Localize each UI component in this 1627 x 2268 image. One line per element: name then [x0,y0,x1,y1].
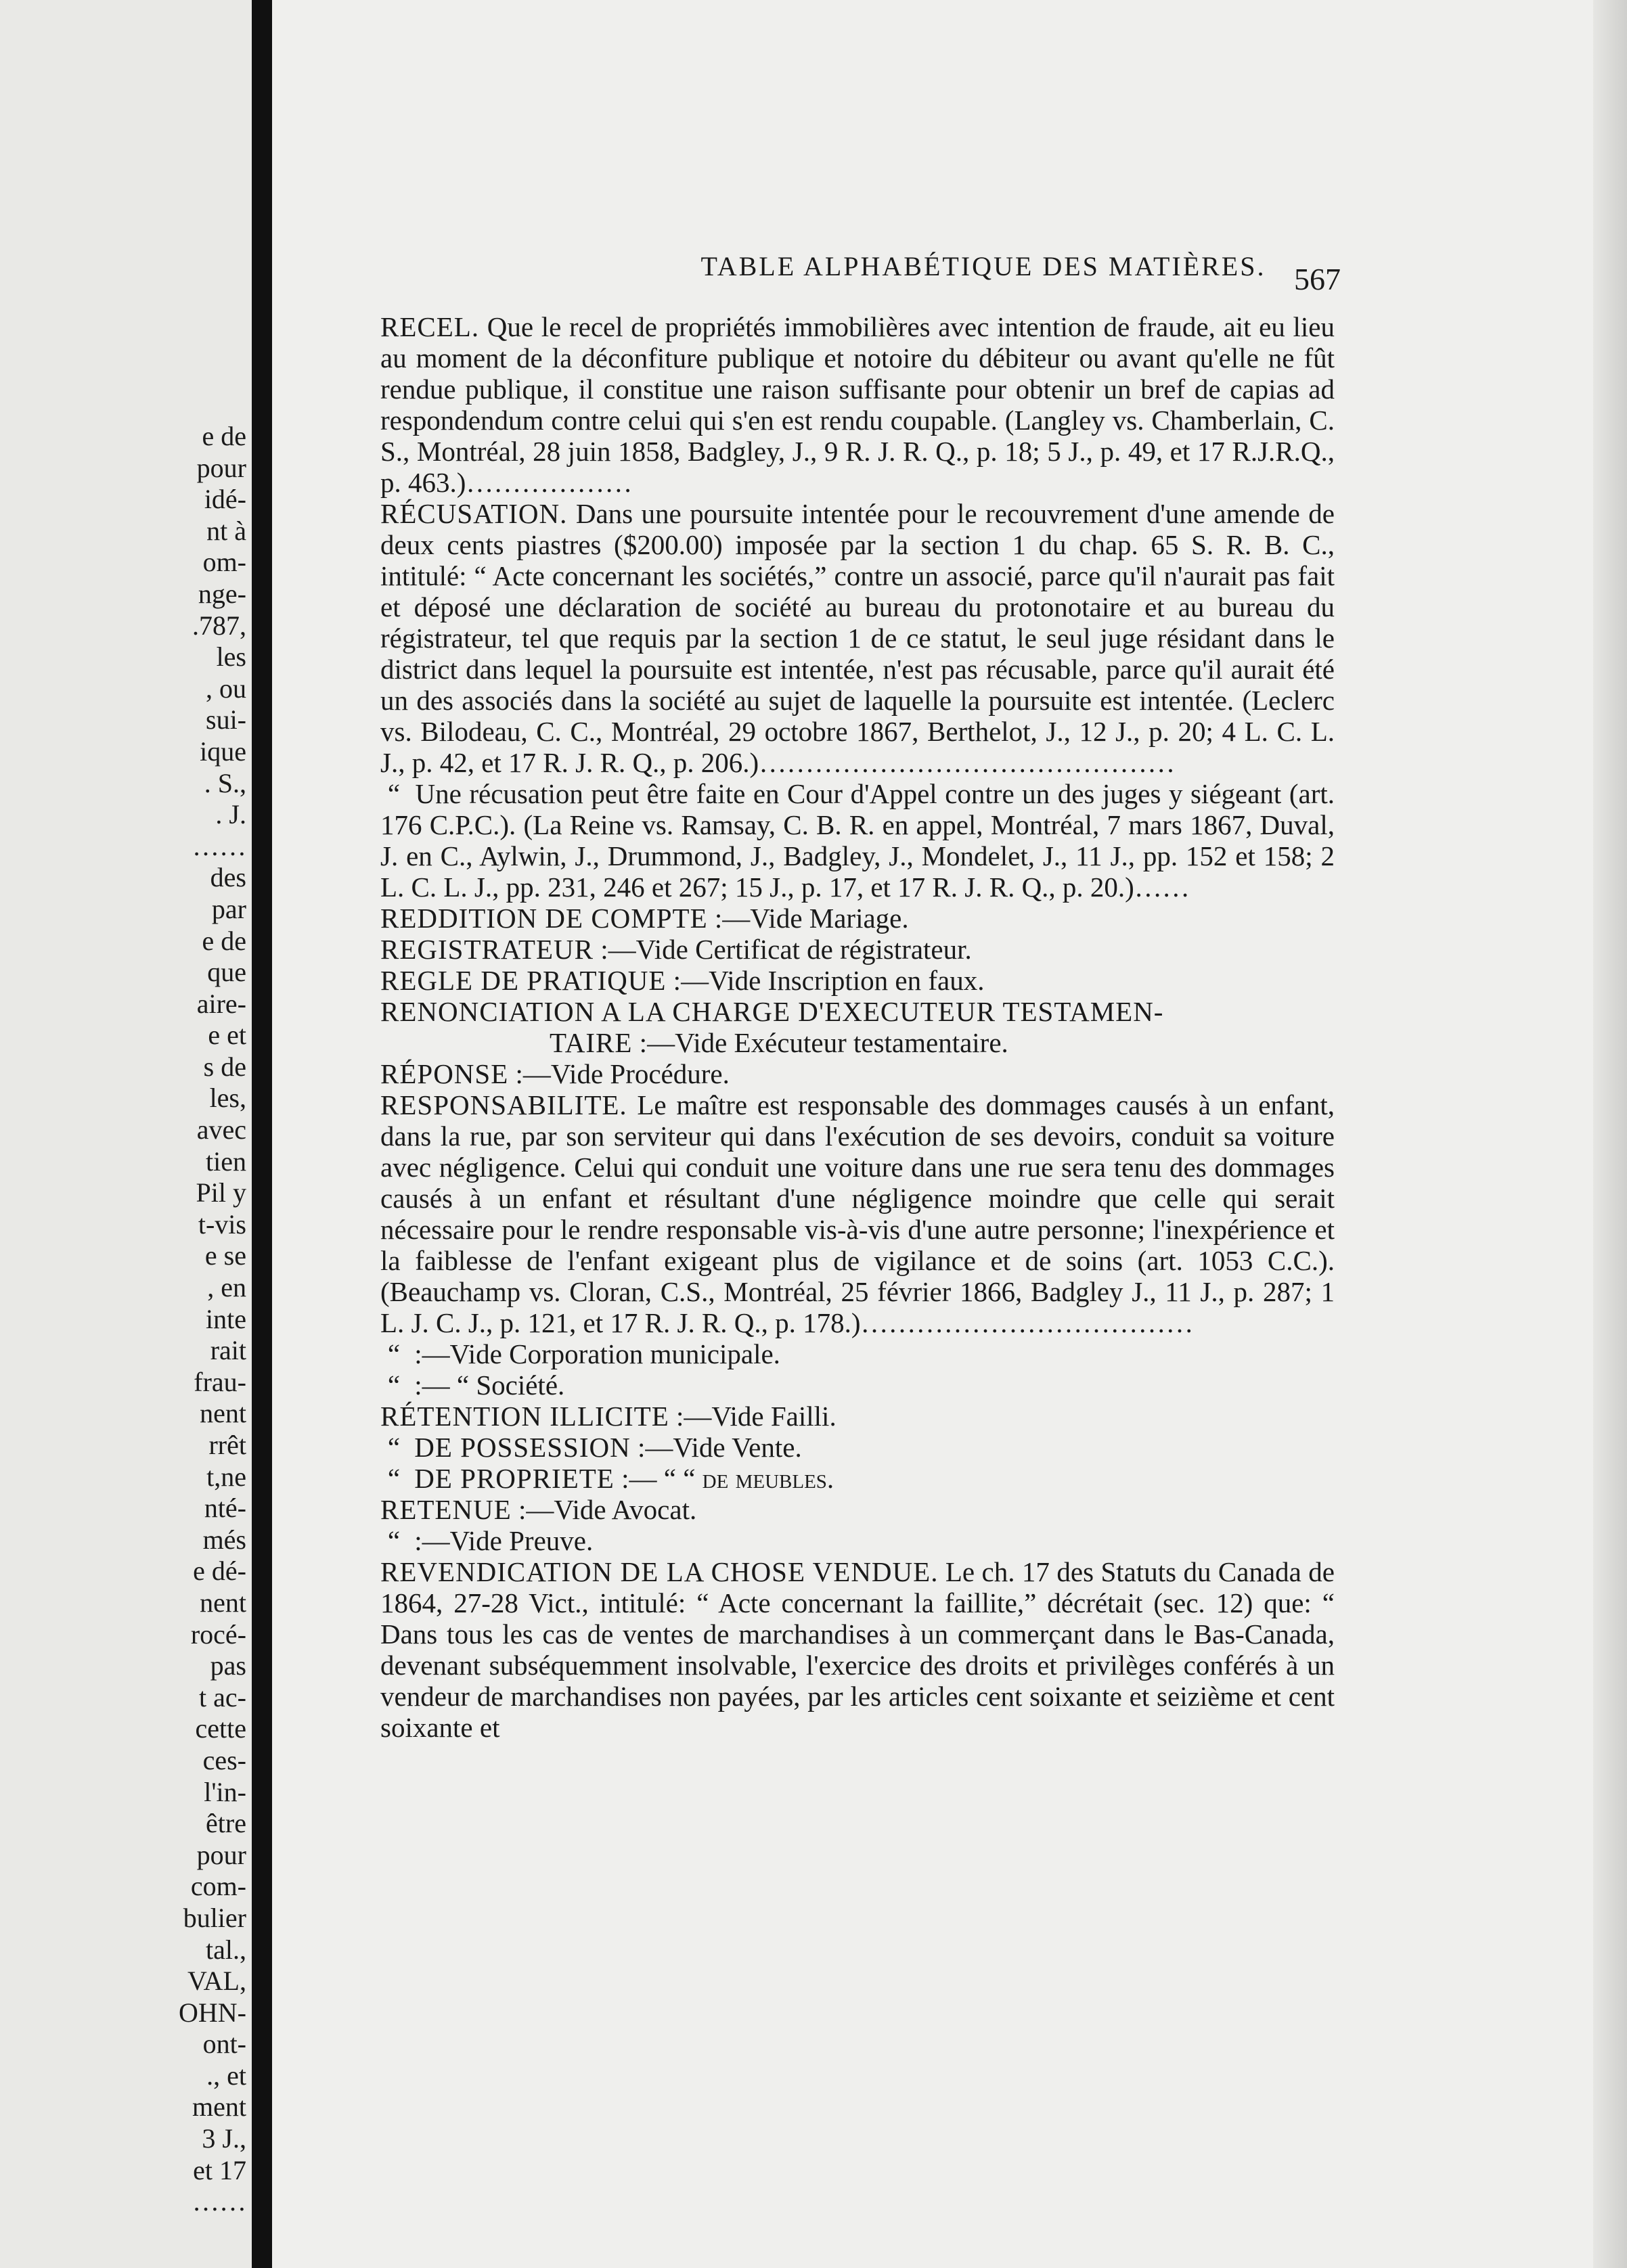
left-page-line: 3 J., [202,2123,246,2154]
entry-resp-ref-2 [380,1369,1335,1401]
entry-ref: :—Vide Preuve. [414,1525,594,1556]
left-page-line: t ac- [199,1681,246,1713]
entry-head: RECEL. [380,311,480,342]
entry-registrateur [380,934,1335,965]
index-body [380,311,1335,1743]
entry-ref: :— “ Société. [414,1369,565,1401]
left-page-line: les [216,641,246,673]
left-page-line: t,ne [206,1461,246,1492]
entry-ref: :— “ “ [621,1463,696,1494]
entry-ref: :—Vide Procédure. [515,1058,730,1089]
left-page-line: , ou [206,673,246,704]
left-page-line: Pil y [196,1177,246,1208]
left-page-line: com- [190,1871,246,1902]
entry-ref: :—Vide Corporation municipale. [414,1338,780,1369]
entry-head: REVENDICATION DE LA CHOSE VENDUE. [380,1556,939,1587]
entry-retention-3 [380,1463,1335,1494]
entry-head: DE PROPRIETE [414,1463,615,1494]
left-page-line: ces- [202,1744,246,1775]
left-page-line: aire- [196,988,246,1019]
left-page-line: l'in- [204,1776,246,1807]
left-page-line: . J. [215,799,246,830]
left-page-line: ont- [202,2028,246,2060]
ditto-mark: “ [387,1338,401,1369]
entry-head: REDDITION DE COMPTE [380,903,708,934]
entry-head: REGISTRATEUR [380,934,594,965]
ditto-mark: “ [387,1463,401,1494]
left-page-line: més [202,1524,246,1555]
left-page-line: par [211,893,246,924]
left-page-line: et 17 [193,2154,246,2185]
left-page-line: e de [202,925,246,956]
entry-text: Que le recel de propriétés immobilières avec intention de fraude, ait eu lieu au moment de la déconfiture publique et notoire du débiteur ou avant qu'elle ne fût rendue publique, il constitue une raison suffisante pour obtenir un bref de capias ad respondendum contre celui qui s'en est rendu coupable. (Langley vs. Chamberlain, C. S., Montréal, 28 juin 1858, Badgley, J., 9 R. J. R. Q., p. 18; 5 J., p. 49, et 17 R.J.R.Q., p. 463.)……………… [380,311,1335,498]
left-page-line: ., et [206,2060,246,2091]
left-page-line: …… [192,830,246,861]
left-page-line: inte [206,1303,246,1334]
entry-head: REGLE DE PRATIQUE [380,965,667,996]
left-page-line: nt à [206,515,246,546]
ditto-mark: “ [387,1369,401,1401]
left-page-line: om- [202,547,246,578]
left-page-line: nge- [198,578,246,609]
entry-responsabilite [380,1089,1335,1338]
entry-retention-2 [380,1432,1335,1463]
left-page-line: les, [209,1083,246,1114]
left-page-line: …… [192,2186,246,2217]
left-page-line: VAL, [187,1966,246,1997]
entry-resp-ref-1 [380,1338,1335,1369]
ditto-mark: “ [387,1432,401,1463]
left-page-line: nent [200,1398,246,1429]
left-page-line: bulier [183,1902,246,1933]
left-page-line: frau- [194,1366,246,1397]
left-page-line: rocé- [190,1618,246,1650]
entry-ref: :—Vide Vente. [637,1432,802,1463]
entry-renonciation [380,996,1335,1027]
entry-ref: :—Vide Mariage. [714,903,909,934]
left-page-line: e de [202,421,246,451]
ditto-mark: “ [387,1525,401,1556]
left-page-line: des [210,862,246,893]
entry-recel [380,311,1335,498]
left-page-line: .787, [192,610,246,641]
left-page-line: tal., [206,1934,246,1965]
entry-regle [380,965,1335,996]
entry-head: RÉCUSATION. [380,498,568,529]
left-page-line: tien [206,1146,246,1177]
entry-head: RESPONSABILITE. [380,1089,627,1120]
entry-recusation-2 [380,778,1335,903]
entry-retention [380,1401,1335,1432]
left-page-line: t-vis [198,1208,246,1240]
entry-head: RETENUE [380,1494,512,1525]
left-page-line: OHN- [179,1997,246,2028]
entry-ref: :—Vide Avocat. [518,1494,697,1525]
left-page-line: que [207,957,246,988]
entry-recusation [380,498,1335,778]
entry-head-cont: TAIRE [550,1027,633,1058]
left-page-line: être [206,1808,246,1839]
left-page-line: s de [203,1051,246,1082]
running-header: TABLE ALPHABÉTIQUE DES MATIÈRES. [700,251,1266,281]
entry-ref: :—Vide Failli. [676,1401,837,1432]
entry-ref: :—Vide Inscription en faux. [673,965,985,996]
left-page-line: sui- [206,704,246,735]
entry-head: RENONCIATION A LA CHARGE D'EXECUTEUR TESTAMEN- [380,996,1164,1027]
left-page-line: e dé- [193,1556,246,1587]
left-page-line: avec [196,1114,246,1146]
book-gutter [252,0,272,2268]
entry-head: DE POSSESSION [414,1432,631,1463]
page-edge-shadow [1593,0,1627,2268]
entry-head: RÉTENTION ILLICITE [380,1401,669,1432]
left-page-line: , en [207,1272,246,1303]
entry-text: Le maître est responsable des dommages causés à un enfant, dans la rue, par son serviteur qui dans l'exécution de ses devoirs, conduit sa voiture avec négligence. Celui qui conduit une voiture dans une rue sera tenu des dommages causés à un enfant et résultant d'une négligence moindre que celle qui serait nécessaire pour le rendre responsable vis-à-vis d'une autre personne; l'inexpérience et la faiblesse de l'enfant exigeant plus de vigilance et de soins (art. 1053 C.C.). (Beauchamp vs. Cloran, C.S., Montréal, 25 février 1866, Badgley J., 11 J., p. 287; 1 L. J. C. J., p. 121, et 17 R. J. R. Q., p. 178.)……………………………… [380,1089,1335,1338]
left-page-line: . S., [204,767,246,798]
left-facing-page [0,0,252,2268]
entry-ref: :—Vide Exécuteur testamentaire. [639,1027,1008,1058]
left-page-line: pour [196,1839,246,1870]
left-page-line: pour [196,452,246,483]
left-page-line: cette [195,1713,246,1744]
entry-suffix: de meubles. [702,1463,834,1494]
entry-head: RÉPONSE [380,1058,509,1089]
entry-retenue [380,1494,1335,1525]
left-page-line: e se [204,1240,246,1271]
page-number: 567 [1294,262,1341,296]
entry-text: Le ch. 17 des Statuts du Canada de 1864, 27-28 Vict., intitulé: “ Acte concernant la faillite,” décrétait (sec. 12) que: “ Dans tous les cas de ventes de marchandises à un commerçant dans le Bas-Canada, devenant subséquemment insolvable, l'exercice des droits et privilèges conférés à un vendeur de marchandises non payées, par les articles cent soixante et seizième et cent soixante et [380,1556,1335,1743]
entry-retenue-2 [380,1525,1335,1556]
entry-text: Dans une poursuite intentée pour le recouvrement d'une amende de deux cents piastres ($200.00) imposée par la section 1 du chap. 65 S. R. B. C., intitulé: “ Acte concernant les sociétés,” contre un associé, parce qu'il n'aurait pas fait et déposé une déclaration de société au bureau du protonotaire et au bureau du régistrateur, tel que requis par la section 1 de ce statut, le seul juge résidant dans le district dans lequel la poursuite est intentée, n'est pas récusable, parce qu'il aurait été un des associés dans la société au sujet de laquelle la poursuite est intentée. (Leclerc vs. Bilodeau, C. C., Montréal, 29 octobre 1867, Berthelot, J., 12 J., p. 20; 4 L. C. L. J., p. 42, et 17 R. J. R. Q., p. 206.)……………………………………… [380,498,1335,778]
entry-revendication [380,1556,1335,1743]
left-page-text [0,421,252,2218]
entry-reddition [380,903,1335,934]
entry-ref: :—Vide Certificat de régistrateur. [600,934,972,965]
left-page-line: e et [208,1020,246,1051]
left-page-line: nté- [204,1493,246,1524]
left-page-line: ique [200,735,246,767]
left-page-line: rrêt [208,1430,246,1460]
left-page-line: ment [192,2091,246,2123]
entry-text: Une récusation peut être faite en Cour d'Appel contre un des juges y siégeant (art. 176 C.P.C.). (La Reine vs. Ramsay, C. B. R. en appel, Montréal, 7 mars 1867, Duval, J. en C., Aylwin, J., Drummond, J., Badgley, J., Mondelet, J., 11 J., pp. 152 et 158; 2 L. C. L. J., pp. 231, 246 et 267; 15 J., p. 17, et 17 R. J. R. Q., p. 20.)…… [380,778,1335,903]
left-page-line: pas [210,1650,246,1681]
entry-reponse [380,1058,1335,1089]
left-page-line: rait [210,1335,246,1366]
left-page-line: nent [200,1587,246,1618]
left-page-line: idé- [204,484,246,515]
ditto-mark: “ [387,778,401,809]
book-page [272,0,1627,2268]
entry-renonciation-cont [380,1027,1335,1058]
